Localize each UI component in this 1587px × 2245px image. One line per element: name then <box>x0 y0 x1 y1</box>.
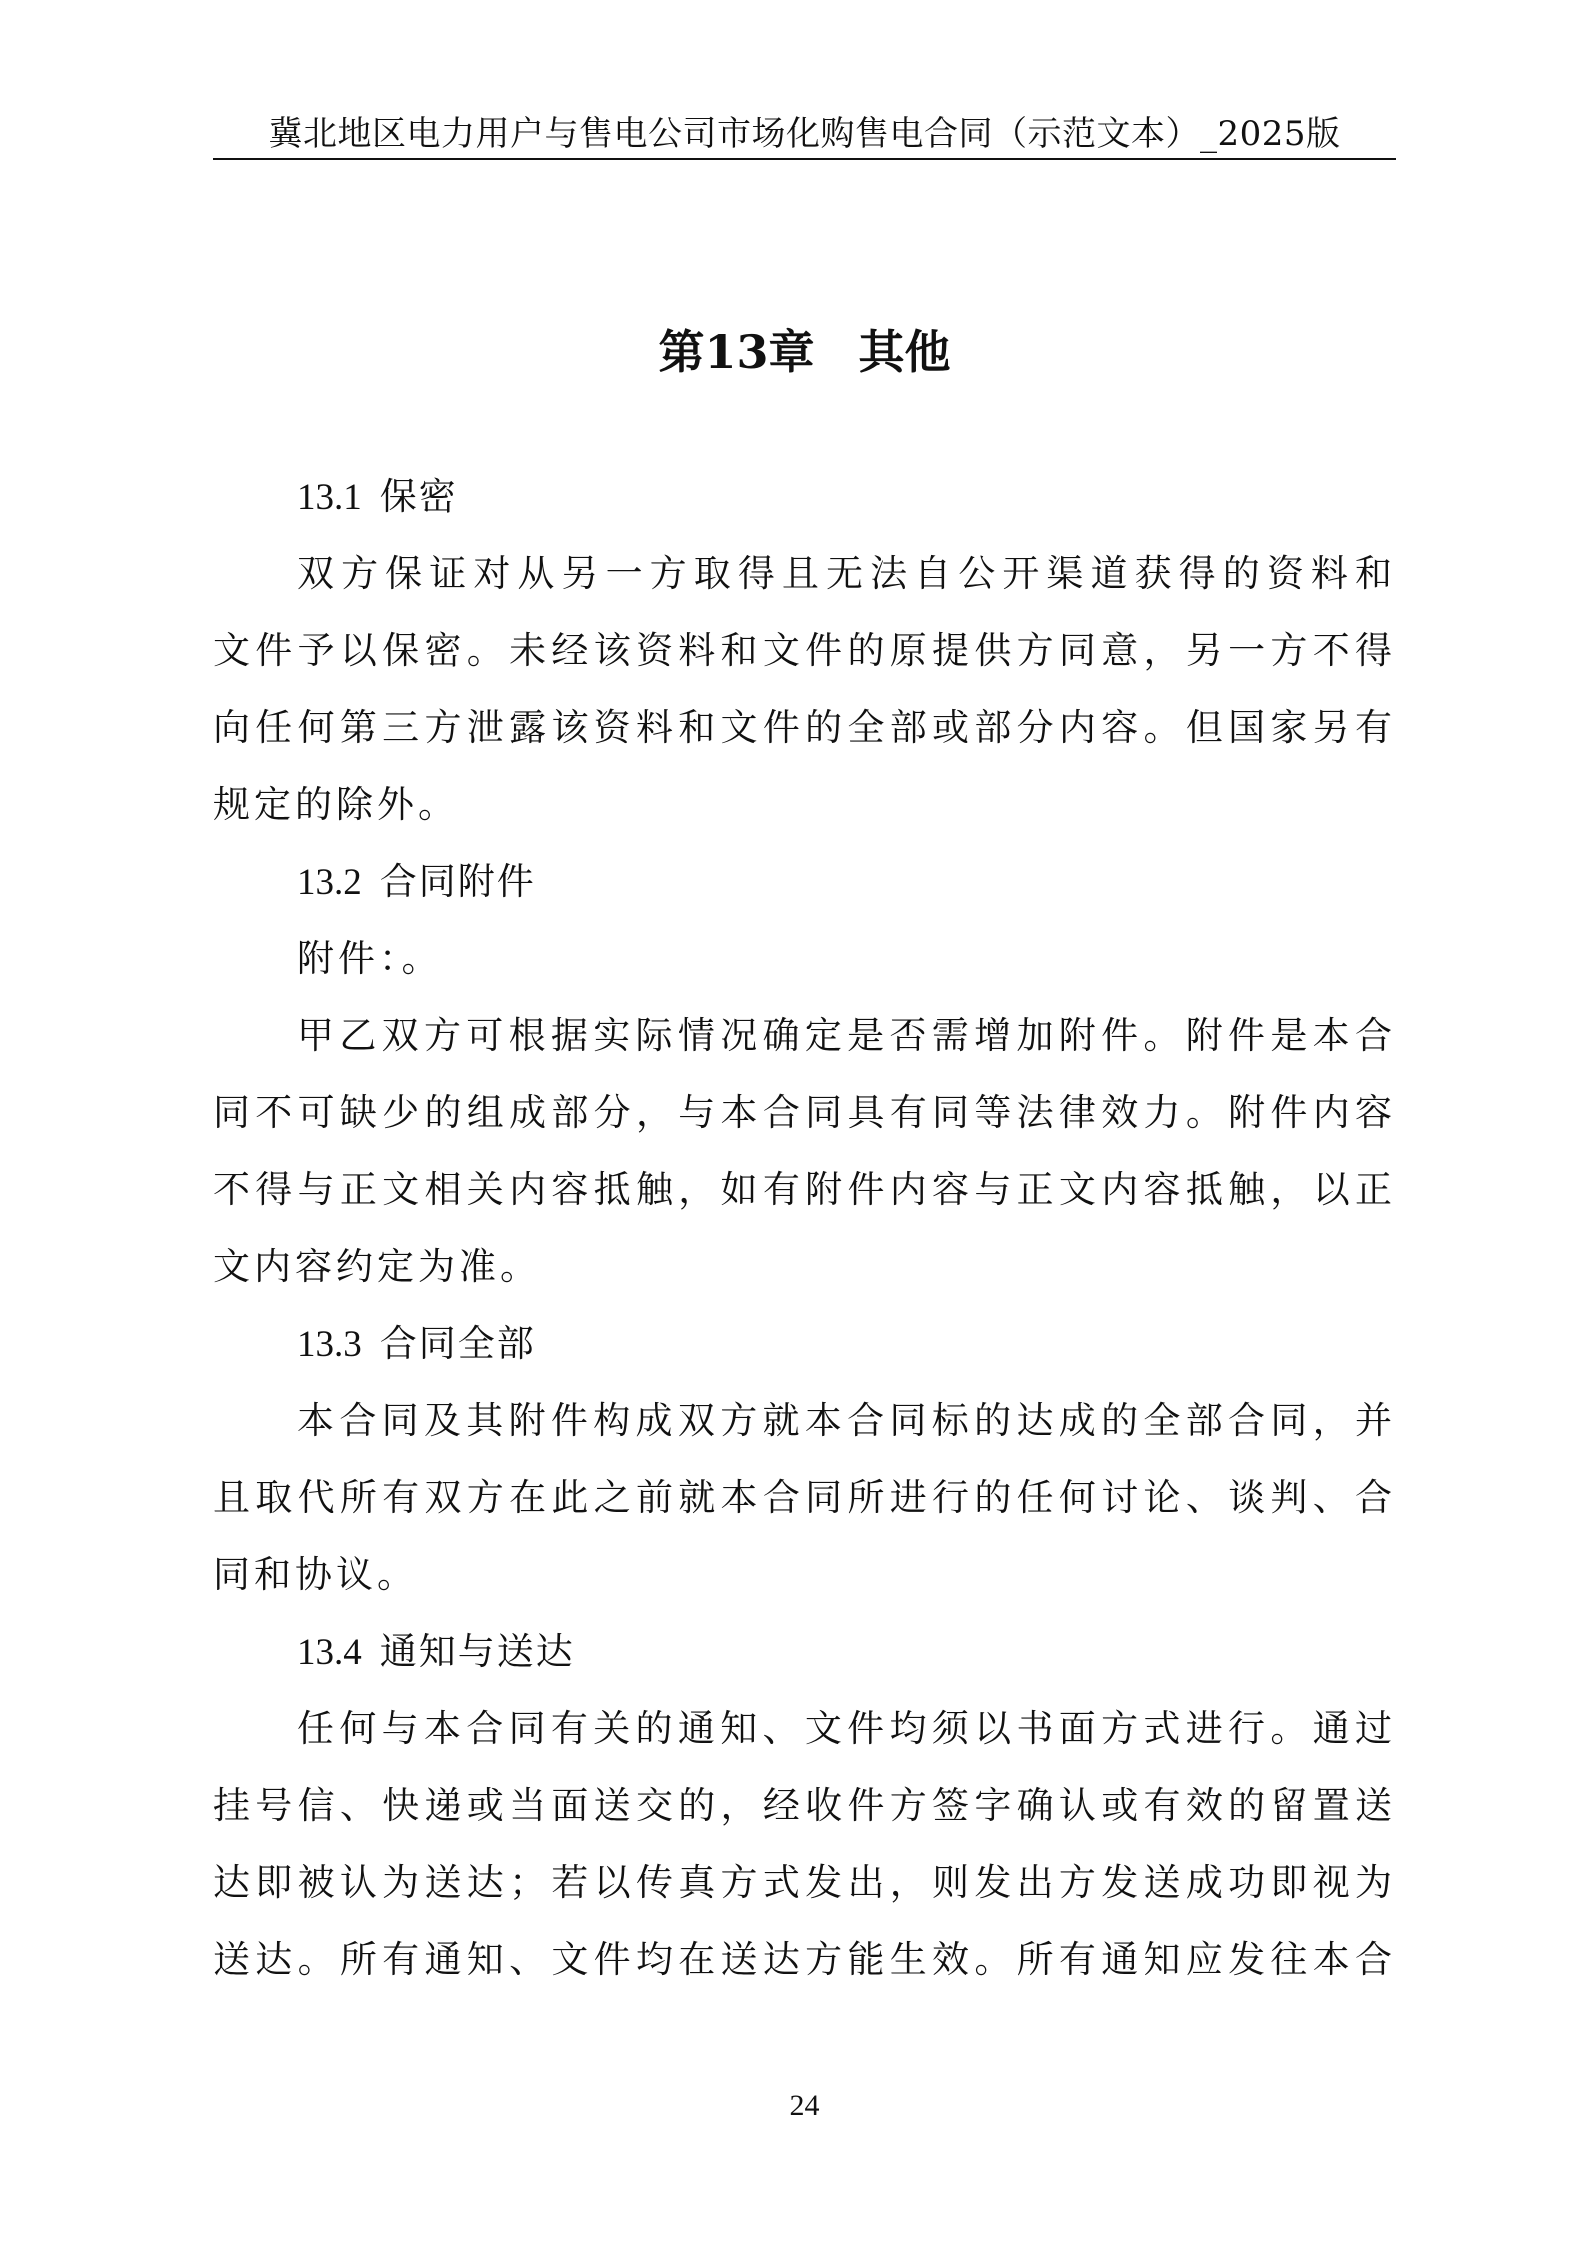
section-number: 13.1 <box>297 477 362 518</box>
text-line: 且取代所有双方在此之前就本合同所进行的任何讨论、谈判、合 <box>213 1476 1396 1519</box>
text-line: 同不可缺少的组成部分，与本合同具有同等法律效力。附件内容 <box>213 1091 1396 1134</box>
chapter-title <box>213 322 1396 382</box>
page-number: 24 <box>789 2089 820 2122</box>
text-line: 文件予以保密。未经该资料和文件的原提供方同意，另一方不得 <box>213 629 1396 672</box>
section-number: 13.3 <box>297 1324 362 1365</box>
paragraph <box>213 1690 1396 1998</box>
document-body <box>213 458 1396 1998</box>
section-number: 13.2 <box>297 862 362 903</box>
chapter-name: 其他 <box>858 325 951 379</box>
section-title: 合同附件 <box>379 860 536 903</box>
chapter-number: 第13章 <box>658 325 815 379</box>
paragraph <box>213 535 1396 843</box>
text-line: 附件：。 <box>297 937 443 980</box>
section-heading <box>213 843 1396 920</box>
text-line: 甲乙双方可根据实际情况确定是否需增加附件。附件是本合 <box>297 1014 1396 1057</box>
header-divider <box>213 158 1396 160</box>
paragraph <box>213 920 1396 997</box>
text-line: 挂号信、快递或当面送交的，经收件方签字确认或有效的留置送 <box>213 1784 1396 1827</box>
text-line: 向任何第三方泄露该资料和文件的全部或部分内容。但国家另有 <box>213 706 1396 749</box>
section-heading <box>213 1305 1396 1382</box>
text-line: 本合同及其附件构成双方就本合同标的达成的全部合同，并 <box>297 1399 1396 1442</box>
section-heading <box>213 1613 1396 1690</box>
section-number: 13.4 <box>297 1632 362 1673</box>
text-line: 不得与正文相关内容抵触，如有附件内容与正文内容抵触，以正 <box>213 1168 1396 1211</box>
paragraph <box>213 1382 1396 1613</box>
text-line: 双方保证对从另一方取得且无法自公开渠道获得的资料和 <box>297 552 1396 595</box>
section-heading <box>213 458 1396 535</box>
text-line: 任何与本合同有关的通知、文件均须以书面方式进行。通过 <box>297 1707 1396 1750</box>
paragraph <box>213 997 1396 1305</box>
page-header: 冀北地区电力用户与售电公司市场化购售电合同（示范文本）_2025版 <box>268 114 1341 154</box>
section-title: 合同全部 <box>379 1322 536 1365</box>
text-line: 文内容约定为准。 <box>213 1245 541 1288</box>
text-line: 达即被认为送达；若以传真方式发出，则发出方发送成功即视为 <box>213 1861 1396 1904</box>
text-line: 送达。所有通知、文件均在送达方能生效。所有通知应发往本合 <box>213 1938 1396 1981</box>
text-line: 同和协议。 <box>213 1553 418 1596</box>
text-line: 规定的除外。 <box>213 783 459 826</box>
section-title: 通知与送达 <box>379 1630 575 1673</box>
section-title: 保密 <box>379 475 458 518</box>
